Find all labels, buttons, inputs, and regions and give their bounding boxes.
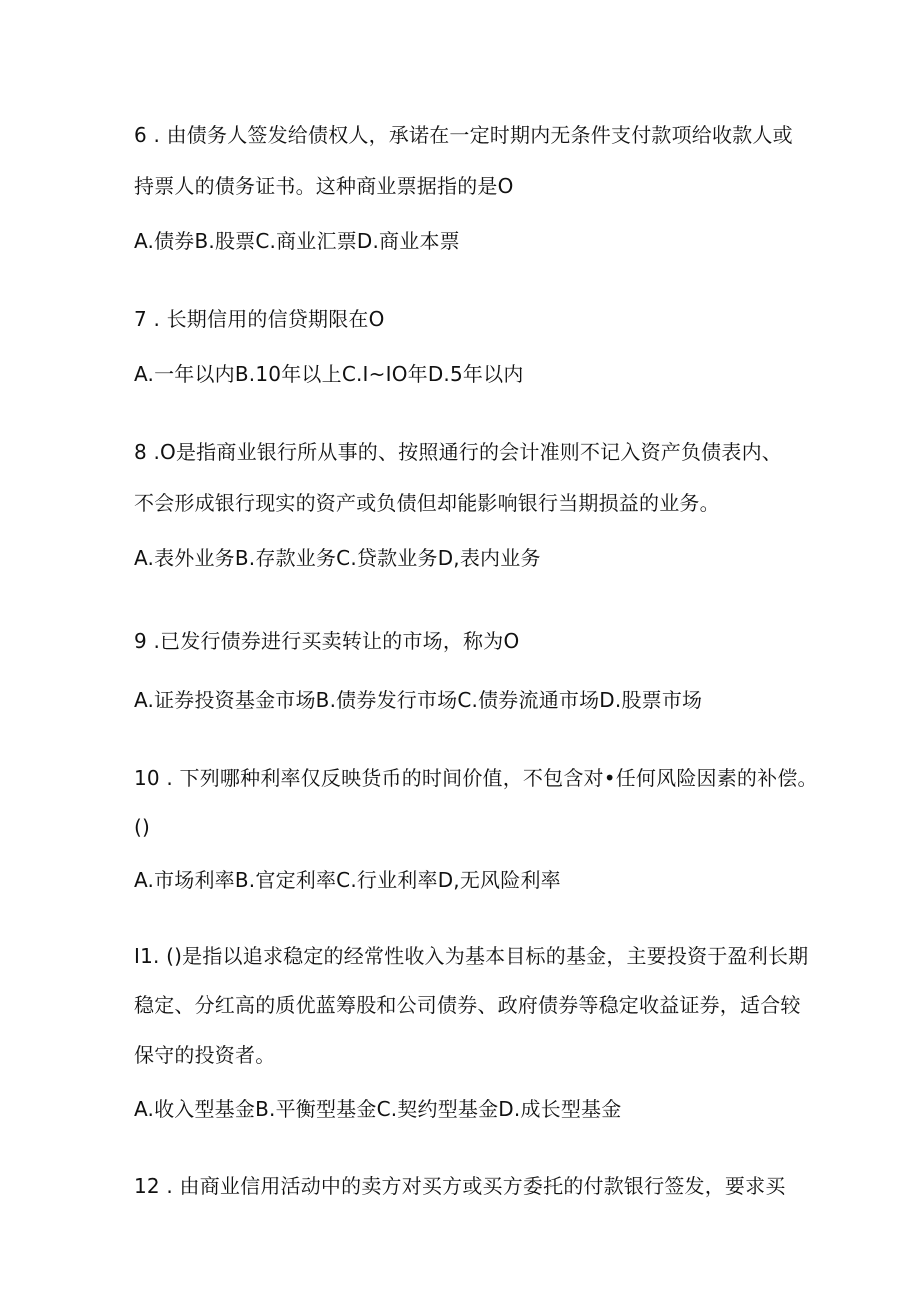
question-10-line-2: () [134, 815, 151, 839]
question-12-line-1: 12 . 由商业信用活动中的卖方对买方或买方委托的付款银行签发，要求买 [134, 1174, 786, 1198]
question-7-stem: 7 . 长期信用的信贷期限在O [134, 307, 385, 331]
question-8-line-2: 不会形成银行现实的资产或负债但却能影响银行当期损益的业务。 [134, 491, 720, 515]
question-6-options: A.债券B.股票C.商业汇票D.商业本票 [134, 229, 460, 253]
question-11-line-3: 保守的投资者。 [134, 1043, 276, 1067]
question-11-options: A.收入型基金B.平衡型基金C.契约型基金D.成长型基金 [134, 1097, 622, 1121]
question-8-line-1: 8 .O是指商业银行所从事的、按照通行的会计准则不记入资产负债表内、 [134, 440, 782, 464]
question-7-options: A.一年以内B.10年以上C.I~IO年D.5年以内 [134, 362, 524, 386]
question-11-line-2: 稳定、分红高的质优蓝筹股和公司债券、政府债券等稳定收益证券，适合较 [134, 993, 801, 1017]
question-9-stem: 9 .已发行债券进行买卖转让的市场，称为O [134, 629, 520, 653]
question-10-options: A.市场利率B.官定利率C.行业利率D,无风险利率 [134, 868, 561, 892]
question-6-line-2: 持票人的债务证书。这种商业票据指的是O [134, 174, 514, 198]
question-9-options: A.证券投资基金市场B.债券发行市场C.债券流通市场D.股票市场 [134, 688, 703, 712]
question-8-options: A.表外业务B.存款业务C.贷款业务D,表内业务 [134, 546, 541, 570]
question-11-line-1: I1. ()是指以追求稳定的经常性收入为基本目标的基金，主要投资于盈利长期 [134, 944, 809, 968]
question-10-line-1: 10 . 下列哪种利率仅反映货币的时间价值，不包含对•任何风险因素的补偿。 [134, 766, 818, 790]
question-6-line-1: 6 . 由债务人签发给债权人，承诺在一定时期内无条件支付款项给收款人或 [134, 123, 793, 147]
